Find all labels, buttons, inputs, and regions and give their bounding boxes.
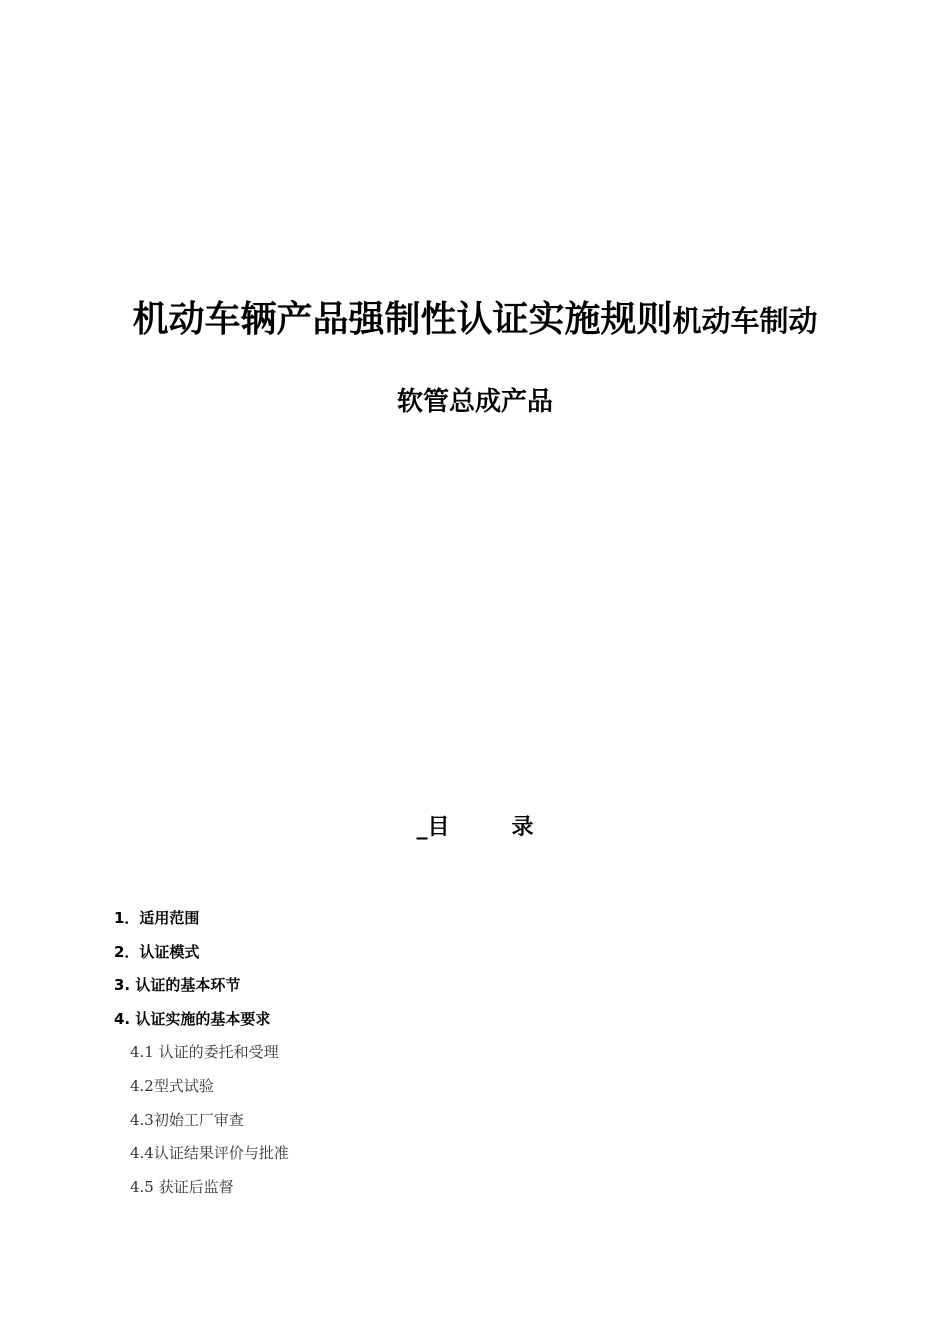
toc-item-basic-steps[interactable]: 3. 认证的基本环节 [114,976,241,995]
toc-heading-right: 录 [511,815,534,840]
toc-item-basic-requirements[interactable]: 4. 认证实施的基本要求 [114,1009,271,1028]
document-title [0,290,950,356]
document-subtitle: 软管总成产品 [396,387,553,417]
toc-item-application-acceptance[interactable]: 4.1 认证的委托和受理 [130,1043,279,1062]
toc-heading-left: _目 [416,815,450,840]
toc-item-certification-mode[interactable]: 2．认证模式 [114,942,200,961]
toc-item-post-certification-supervision[interactable]: 4.5 获证后监督 [130,1177,234,1196]
table-of-contents [114,902,289,1204]
document-title-suffix: 机动车制动 [672,304,818,338]
document-title-main: 机动车辆产品强制性认证实施规则 [132,299,673,340]
toc-item-scope[interactable]: 1．适用范围 [114,909,200,927]
toc-heading [0,808,950,848]
toc-item-initial-factory-inspection[interactable]: 4.3初始工厂审查 [130,1110,244,1129]
toc-item-type-test[interactable]: 4.2型式试验 [130,1076,214,1095]
toc-item-evaluation-approval[interactable]: 4.4认证结果评价与批准 [130,1144,289,1163]
